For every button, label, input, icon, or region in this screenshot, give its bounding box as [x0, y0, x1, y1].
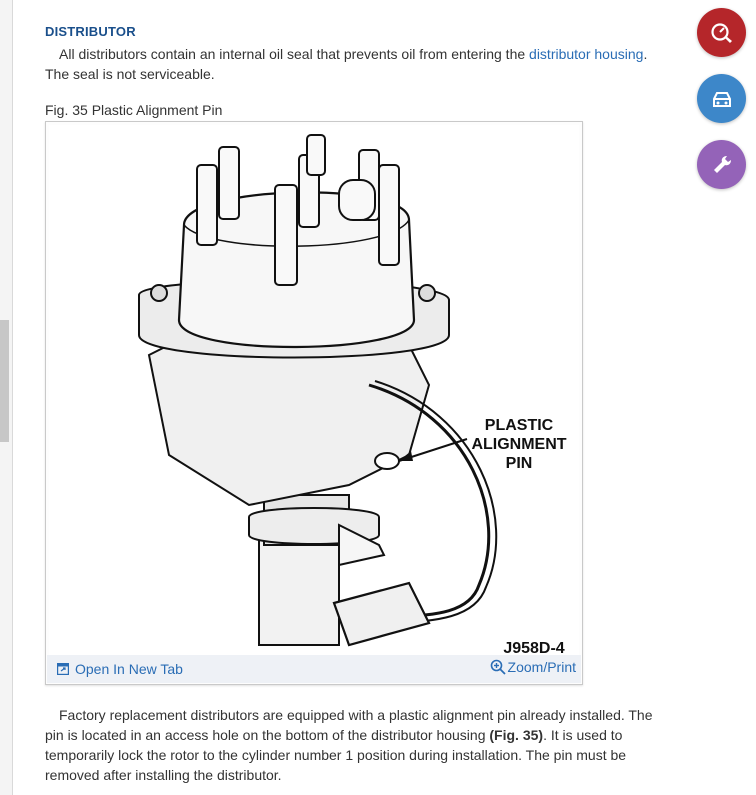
- open-in-new-tab-icon: [57, 663, 69, 675]
- figure-footer: [47, 655, 581, 683]
- repair-button[interactable]: [697, 140, 746, 189]
- open-in-new-tab-label: Open In New Tab: [75, 661, 183, 677]
- scrollbar-thumb[interactable]: [0, 320, 9, 442]
- figure-caption: Fig. 35 Plastic Alignment Pin: [45, 102, 223, 118]
- intro-paragraph: [45, 44, 665, 84]
- article-content: [45, 24, 665, 785]
- distributor-illustration[interactable]: [49, 125, 579, 655]
- figure-code: J958D-4: [503, 640, 565, 655]
- diagnostic-gauge-icon: [709, 20, 735, 46]
- callout-label-2: ALIGNMENT: [471, 436, 567, 453]
- intro-text-end: . The seal is not serviceable.: [45, 46, 648, 82]
- body-text: Factory replacement distributors are equipped with a plastic alignment pin already installed. The pin is located in an access hole on the bottom of the distributor housing: [45, 707, 653, 743]
- car-service-icon: [709, 86, 735, 112]
- intro-text: All distributors contain an internal oil seal that prevents oil from entering the: [59, 46, 530, 62]
- zoom-print-button[interactable]: [490, 659, 576, 675]
- body-text-end: . It is used to temporarily lock the rotor to the cylinder number 1 position during installation. The pin must be removed after installing the distributor.: [45, 727, 627, 783]
- callout-label-1: PLASTIC: [484, 417, 554, 434]
- figure-container: [45, 121, 583, 685]
- zoom-print-label: Zoom/Print: [507, 659, 576, 675]
- distributor-housing-link[interactable]: distributor housing: [529, 46, 644, 62]
- open-in-new-tab-button[interactable]: [57, 661, 183, 677]
- diagnostic-button[interactable]: [697, 8, 746, 57]
- wrench-icon: [709, 152, 735, 178]
- service-button[interactable]: [697, 74, 746, 123]
- zoom-in-icon: [490, 659, 506, 675]
- section-heading: DISTRIBUTOR: [45, 24, 136, 39]
- callout-label-3: PIN: [505, 455, 533, 472]
- figure-reference: (Fig. 35): [489, 727, 544, 743]
- body-paragraph: [45, 705, 663, 785]
